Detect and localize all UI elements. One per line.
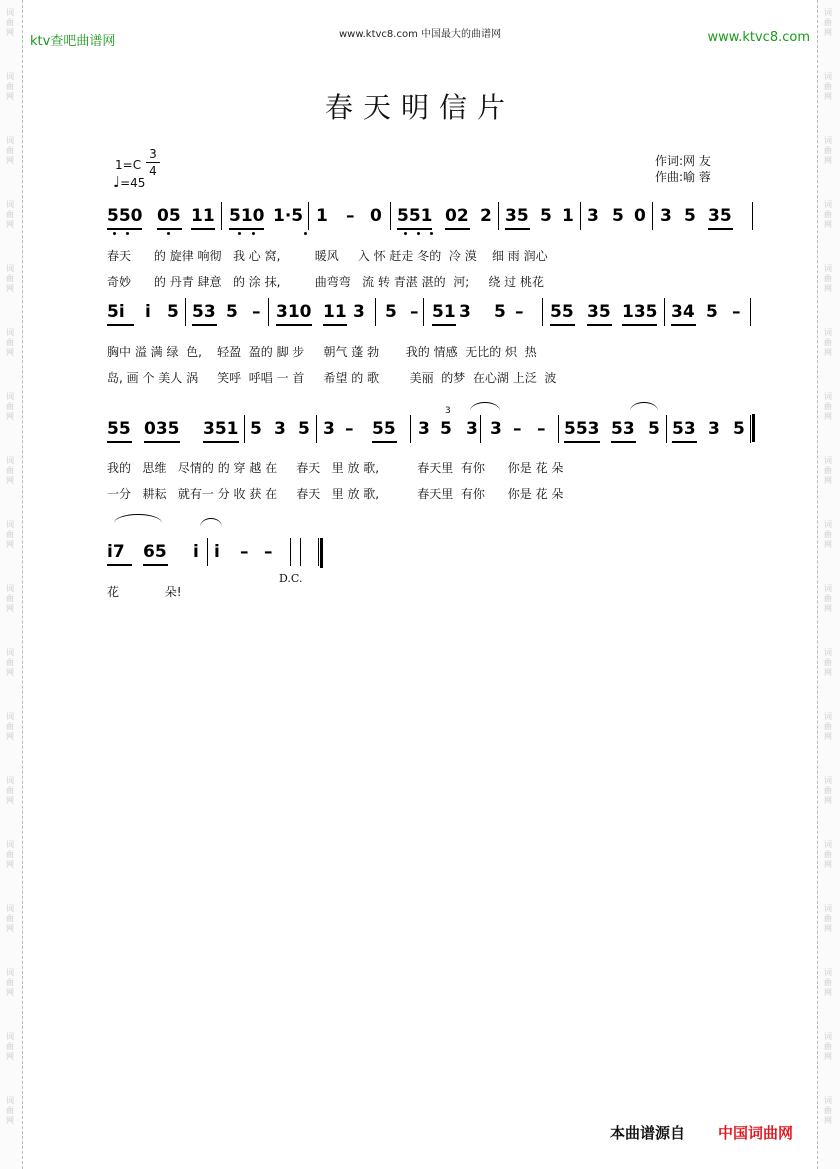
beam-underline (144, 441, 180, 443)
watermark-text: 词曲网 (824, 1032, 832, 1061)
tie-slur (114, 514, 162, 523)
beam-underline (191, 228, 215, 230)
watermark-text: 词曲网 (6, 904, 14, 933)
meter-top: 3 (146, 146, 160, 163)
final-barline (752, 414, 755, 442)
line2-note: 53 (192, 302, 216, 322)
line3-note: 5 (250, 419, 262, 439)
key-signature: 1=C (115, 158, 142, 172)
lower-octave-dot (126, 232, 129, 235)
watermark-text: 词曲网 (6, 8, 14, 37)
barline (316, 415, 317, 443)
line3-note: 351 (203, 419, 239, 439)
tie-slur (470, 402, 500, 411)
barline (308, 202, 309, 230)
watermark-text: 词曲网 (6, 1032, 14, 1061)
barline (375, 298, 376, 326)
beam-underline (708, 228, 733, 230)
line2-note: 11 (323, 302, 347, 322)
beam-underline (622, 324, 657, 326)
line1-note: 11 (191, 206, 215, 226)
watermark-text: 词曲网 (824, 328, 832, 357)
barline (652, 202, 653, 230)
watermark-text: 词曲网 (824, 840, 832, 869)
beam-underline (107, 441, 132, 443)
time-signature (146, 146, 160, 179)
line1-note: 3 (660, 206, 672, 226)
barline (207, 538, 208, 566)
line1-note: 1 (316, 206, 328, 226)
line4-note: – (240, 542, 249, 562)
lower-octave-dot (304, 232, 307, 235)
line3-note: 553 (564, 419, 600, 439)
beam-underline (107, 564, 132, 566)
line2-note: 51 (432, 302, 456, 322)
line2-note: 5 (706, 302, 718, 322)
line1-note: 5 (684, 206, 696, 226)
line3-note: 55 (107, 419, 131, 439)
triplet-mark: 3 (445, 406, 451, 416)
line3-note: 5 (648, 419, 660, 439)
right-watermark-strip (817, 0, 840, 1169)
line1-note: 05 (157, 206, 181, 226)
line3-note: 3 (708, 419, 720, 439)
composer: 作曲:喻 蓉 (655, 170, 711, 184)
line2-note: – (252, 302, 261, 322)
barline (185, 298, 186, 326)
barline (752, 202, 753, 230)
lyricist: 作词:网 友 (655, 154, 711, 168)
tie-slur (200, 518, 222, 527)
watermark-text: 词曲网 (6, 840, 14, 869)
beam-underline (143, 564, 168, 566)
line3-note: 5 (298, 419, 310, 439)
line2-lyrics-verse1: 胸中 溢 满 绿 色, 轻盈 盈的 脚 步 朝气 蓬 勃 我的 情感 无比的 炽 热 (107, 345, 537, 359)
barline (480, 415, 481, 443)
tempo-marking (113, 173, 145, 191)
watermark-text: 词曲网 (6, 392, 14, 421)
barline (290, 538, 291, 566)
line2-note: – (732, 302, 741, 322)
watermark-text: 词曲网 (824, 712, 832, 741)
lower-octave-dot (404, 232, 407, 235)
barline (390, 202, 391, 230)
beam-underline (671, 324, 696, 326)
line3-note: 3 (323, 419, 335, 439)
line3-note: 3 (490, 419, 502, 439)
beam-underline (505, 228, 530, 230)
line1-note: 02 (445, 206, 469, 226)
line1-note: 551 (397, 206, 433, 226)
line2-note: 55 (550, 302, 574, 322)
beam-underline (564, 441, 600, 443)
end-barline (320, 538, 323, 568)
line2-note: 5 (494, 302, 506, 322)
line1-note: 0 (634, 206, 646, 226)
barline (666, 415, 667, 443)
line4-note: i7 (107, 542, 125, 562)
watermark-text: 词曲网 (824, 520, 832, 549)
line1-note: 3 (587, 206, 599, 226)
line1-note: 1 (562, 206, 574, 226)
line2-note: 135 (622, 302, 658, 322)
line2-note: 5i (107, 302, 125, 322)
watermark-text: 词曲网 (824, 8, 832, 37)
line1-note: 35 (708, 206, 732, 226)
beam-underline (432, 324, 456, 326)
line2-note: 35 (587, 302, 611, 322)
tie-slur (630, 402, 658, 411)
barline (750, 298, 751, 326)
line1-lyrics-verse2: 奇妙 的 丹青 肆意 的 涂 抹, 曲弯弯 流 转 青湛 湛的 河; 绕 过 桃花 (107, 275, 544, 289)
line3-note: 3 (418, 419, 430, 439)
watermark-text: 词曲网 (824, 456, 832, 485)
line4-note: – (264, 542, 273, 562)
line1-note: 5 (612, 206, 624, 226)
watermark-text: 词曲网 (824, 584, 832, 613)
line3-lyrics-verse1: 我的 思维 尽情的 的 穿 越 在 春天 里 放 歌, 春天里 有你 你是 花 朵 (107, 461, 564, 475)
lower-octave-dot (430, 232, 433, 235)
line3-note: 3 (274, 419, 286, 439)
line2-note: 5 (167, 302, 179, 322)
line4-lyrics-verse1: 花 朵! (107, 585, 182, 599)
header-site-name[interactable]: ktv查吧曲谱网 (30, 34, 116, 49)
line2-note: 310 (276, 302, 312, 322)
line1-note: 5 (540, 206, 552, 226)
line4-note: i (193, 542, 199, 562)
line2-note: – (515, 302, 524, 322)
watermark-text: 词曲网 (824, 392, 832, 421)
line2-note: 5 (385, 302, 397, 322)
watermark-text: 词曲网 (824, 1096, 832, 1125)
line3-note: 5 (733, 419, 745, 439)
line3-note: 5 (440, 419, 452, 439)
line3-note: 035 (144, 419, 180, 439)
barline (423, 298, 424, 326)
watermark-text: 词曲网 (824, 72, 832, 101)
watermark-text: 词曲网 (6, 584, 14, 613)
lower-octave-dot (238, 232, 241, 235)
beam-underline (445, 228, 470, 230)
barline (268, 298, 269, 326)
quarter-note-icon: ♩ (113, 173, 121, 191)
watermark-text: 词曲网 (6, 136, 14, 165)
beam-underline (107, 228, 142, 230)
line3-note: 53 (611, 419, 635, 439)
line3-note: 55 (372, 419, 396, 439)
line1-lyrics-verse1: 春天 的 旋律 响彻 我 心 窝, 暖风 入 怀 赶走 冬的 冷 漠 细 雨 润心 (107, 249, 548, 263)
line1-note: 510 (229, 206, 265, 226)
line1-note: 0 (370, 206, 382, 226)
beam-underline (550, 324, 575, 326)
beam-underline (192, 324, 217, 326)
line4-note: i (214, 542, 220, 562)
beam-underline (397, 228, 432, 230)
beam-underline (672, 441, 697, 443)
watermark-text: 词曲网 (6, 456, 14, 485)
line3-note: – (537, 419, 546, 439)
beam-underline (157, 228, 182, 230)
line4-note: 65 (143, 542, 167, 562)
barline (558, 415, 559, 443)
song-title: 春天明信片 (324, 91, 515, 124)
watermark-text: 词曲网 (6, 328, 14, 357)
barline (300, 538, 301, 566)
barline (750, 415, 751, 443)
da-capo-marking: D.C. (279, 572, 303, 585)
barline (580, 202, 581, 230)
beam-underline (229, 228, 264, 230)
line3-note: 53 (672, 419, 696, 439)
lower-octave-dot (417, 232, 420, 235)
barline (410, 415, 411, 443)
watermark-text: 词曲网 (824, 136, 832, 165)
beam-underline (203, 441, 239, 443)
header-url[interactable]: www.ktvc8.com (707, 30, 810, 45)
watermark-text: 词曲网 (824, 904, 832, 933)
left-watermark-strip (0, 0, 23, 1169)
watermark-text: 词曲网 (6, 968, 14, 997)
line1-note: – (346, 206, 355, 226)
tempo-value: =45 (120, 176, 146, 190)
watermark-text: 词曲网 (6, 264, 14, 293)
line3-note: 3 (466, 419, 478, 439)
line1-note: 550 (107, 206, 143, 226)
lower-octave-dot (113, 232, 116, 235)
watermark-text: 词曲网 (824, 200, 832, 229)
line1-note: 1·5 (273, 206, 304, 226)
meter-bottom: 4 (149, 164, 157, 178)
line3-note: – (345, 419, 354, 439)
footer-source-label: 本曲谱源自 (610, 1124, 686, 1142)
watermark-text: 词曲网 (6, 1096, 14, 1125)
footer-site-link[interactable]: 中国词曲网 (718, 1124, 794, 1142)
watermark-text: 词曲网 (6, 776, 14, 805)
barline (318, 538, 319, 566)
beam-underline (611, 441, 636, 443)
line2-note: 5 (226, 302, 238, 322)
line2-lyrics-verse2: 岛, 画 个 美人 涡 笑呼 呼唱 一 首 希望 的 歌 美丽 的梦 在心湖 上泛 波 (107, 371, 557, 385)
barline (542, 298, 543, 326)
watermark-text: 词曲网 (824, 264, 832, 293)
watermark-text: 词曲网 (6, 712, 14, 741)
line2-note: – (410, 302, 419, 322)
barline (498, 202, 499, 230)
watermark-text: 词曲网 (824, 648, 832, 677)
beam-underline (587, 324, 612, 326)
line2-note: 3 (353, 302, 365, 322)
lower-octave-dot (167, 232, 170, 235)
lower-octave-dot (252, 232, 255, 235)
line1-note: 35 (505, 206, 529, 226)
barline (221, 202, 222, 230)
line3-note: – (513, 419, 522, 439)
line3-lyrics-verse2: 一分 耕耘 就有一 分 收 获 在 春天 里 放 歌, 春天里 有你 你是 花 朵 (107, 487, 564, 501)
watermark-text: 词曲网 (6, 520, 14, 549)
beam-underline (372, 441, 397, 443)
header-tagline: www.ktvc8.com 中国最大的曲谱网 (338, 29, 501, 40)
watermark-text: 词曲网 (824, 968, 832, 997)
line1-note: 2 (480, 206, 492, 226)
watermark-text: 词曲网 (6, 72, 14, 101)
watermark-text: 词曲网 (824, 776, 832, 805)
barline (664, 298, 665, 326)
line2-note: 34 (671, 302, 695, 322)
beam-underline (323, 324, 347, 326)
beam-underline (107, 324, 134, 326)
watermark-text: 词曲网 (6, 648, 14, 677)
beam-underline (276, 324, 312, 326)
credits (655, 153, 711, 185)
watermark-text: 词曲网 (6, 200, 14, 229)
barline (244, 415, 245, 443)
line2-note: 3 (459, 302, 471, 322)
line2-note: i (145, 302, 151, 322)
